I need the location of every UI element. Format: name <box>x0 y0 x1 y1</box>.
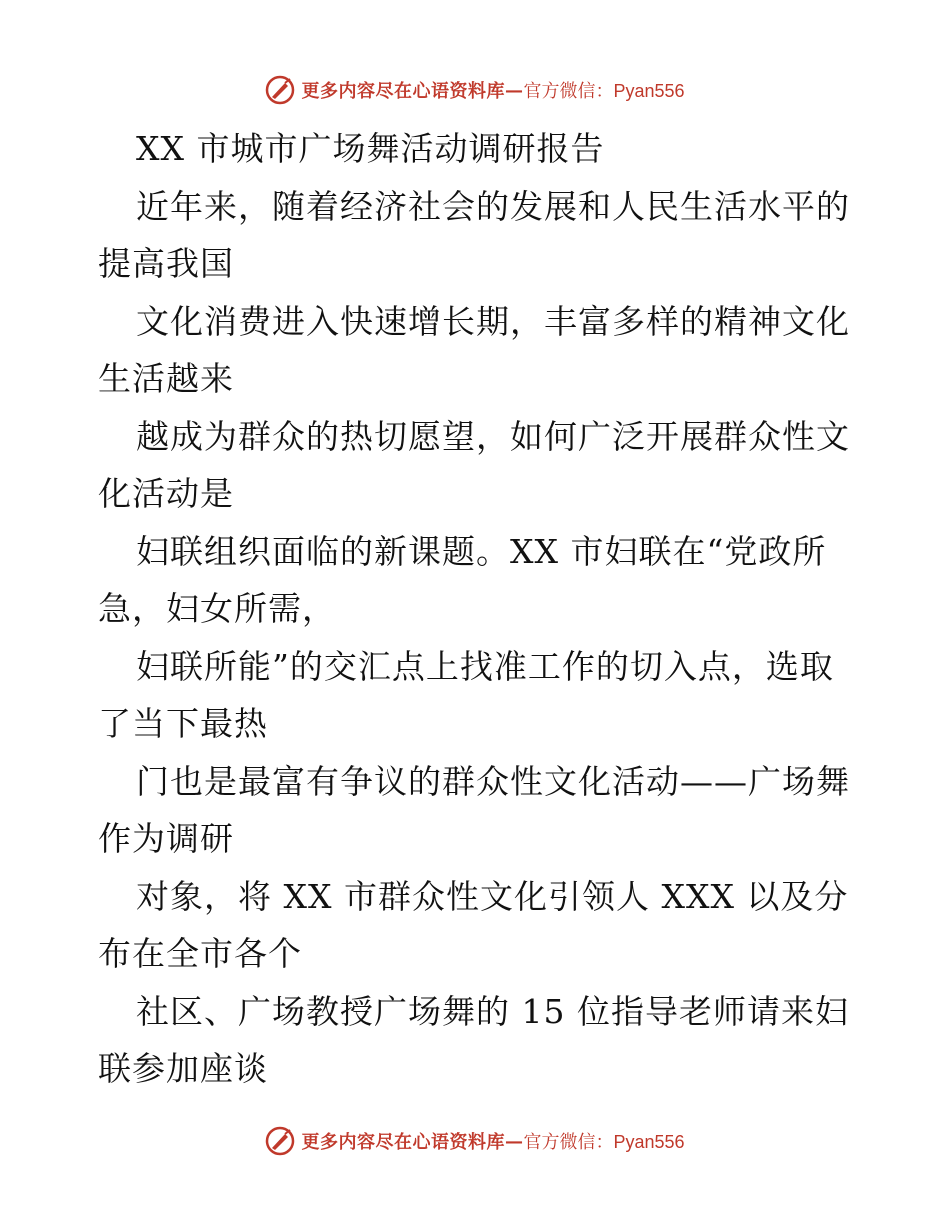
watermark-title: 更多内容尽在心语资料库 <box>301 1132 505 1153</box>
text-line: 对象，将 XX 市群众性文化引领人 XXX 以及分 <box>136 876 849 916</box>
quill-logo-icon <box>265 1126 295 1156</box>
text-line: 生活越来 <box>98 359 234 398</box>
document-body <box>98 120 858 1098</box>
text-line: 近年来，随着经济社会的发展和人民生活水平的 <box>136 186 850 226</box>
text-line: 急，妇女所需， <box>98 589 336 628</box>
text-line: 妇联所能”的交汇点上找准工作的切入点，选取 <box>136 646 834 686</box>
text-line: 布在全市各个 <box>98 934 302 973</box>
text-line: 了当下最热 <box>98 704 268 743</box>
text-line: 文化消费进入快速增长期，丰富多样的精神文化 <box>136 301 850 341</box>
text-line: 化活动是 <box>98 474 234 513</box>
watermark-wechat: 官方微信：Pyan556 <box>523 81 685 101</box>
watermark-separator: — <box>504 79 524 101</box>
text-line: 门也是最富有争议的群众性文化活动——广场舞 <box>136 761 850 801</box>
text-line: 妇联组织面临的新课题。XX 市妇联在“党政所 <box>136 531 827 571</box>
text-line: 联参加座谈 <box>98 1049 268 1088</box>
watermark-wechat: 官方微信：Pyan556 <box>523 1132 685 1152</box>
text-line: 社区、广场教授广场舞的 15 位指导老师请来妇 <box>136 991 849 1031</box>
document-title: XX 市城市广场舞活动调研报告 <box>136 129 605 168</box>
footer-watermark <box>0 1121 950 1161</box>
watermark-title: 更多内容尽在心语资料库 <box>301 81 505 102</box>
text-line: 提高我国 <box>98 244 234 283</box>
header-watermark <box>0 70 950 110</box>
quill-logo-icon <box>265 75 295 105</box>
text-line: 作为调研 <box>98 819 234 858</box>
watermark-separator: — <box>504 1130 524 1152</box>
text-line: 越成为群众的热切愿望，如何广泛开展群众性文 <box>136 416 850 456</box>
